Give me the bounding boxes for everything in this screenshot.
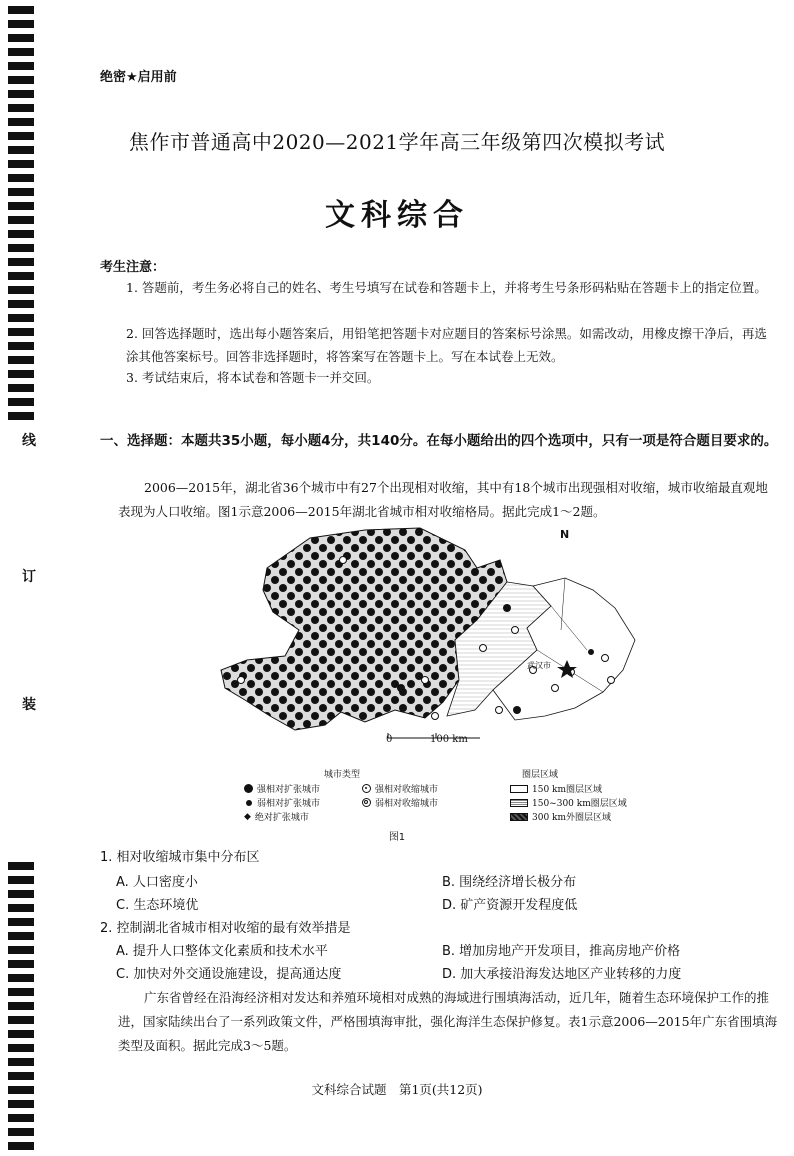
question-2-option-d: D. 加大承接沿海发达地区产业转移的力度 <box>442 967 682 982</box>
ring-150-300-swatch <box>510 799 528 807</box>
binding-bar <box>8 160 34 168</box>
city-marker <box>496 707 503 714</box>
binding-bar <box>8 384 34 392</box>
diamond-icon: ◆ <box>244 811 251 822</box>
passage-guangdong: 广东省曾经在沿海经济相对发达和养殖环境相对成熟的海域进行围填海活动，近几年，随着生态环境保护工作的推进，国家陆续出台了一系列政策文件，严格围填海审批，强化海洋生态保护修复。表1示意2006—2015年广东省围填海类型及面积。据此完成3～5题。 <box>118 990 778 1053</box>
binding-bar <box>8 1072 34 1080</box>
binding-bar <box>8 1142 34 1150</box>
city-marker <box>588 649 594 655</box>
city-marker <box>238 677 245 684</box>
binding-bar <box>8 342 34 350</box>
legend-item-strong-shrink: 强相对收缩城市 <box>362 782 438 795</box>
binding-bar <box>8 1030 34 1038</box>
binding-mark-bind: 订 <box>22 569 36 585</box>
binding-bar <box>8 174 34 182</box>
question-1-option-a: A. 人口密度小 <box>116 875 198 890</box>
binding-bar <box>8 370 34 378</box>
page-footer: 文科综合试题 第1页(共12页) <box>311 1082 483 1097</box>
binding-mark-line: 线 <box>22 433 36 449</box>
ring-150-swatch <box>510 785 528 793</box>
city-marker <box>397 684 405 692</box>
city-marker <box>513 706 521 714</box>
city-marker <box>422 677 429 684</box>
city-marker <box>432 713 439 720</box>
city-marker <box>512 627 519 634</box>
legend-item-ring-300: 300 km外圈层区域 <box>510 810 611 823</box>
binding-bar <box>8 244 34 252</box>
scale-zero-label: 0 <box>386 734 393 745</box>
binding-bar <box>8 34 34 42</box>
binding-mark-install: 装 <box>22 697 36 713</box>
passage-hubei: 2006—2015年，湖北省36个城市中有27个出现相对收缩，其中有18个城市出现强相对收缩，城市收缩最直观地表现为人口收缩。图1示意2006—2015年湖北省城市相对收缩格局。据此完成1～2题。 <box>118 480 768 519</box>
subject-title: 文科综合 <box>325 198 469 233</box>
legend-item-weak-shrink: 弱相对收缩城市 <box>362 796 438 809</box>
legend-item-absolute-expand: ◆ 绝对扩张城市 <box>244 811 309 823</box>
scale-distance-label: 100 km <box>430 734 468 745</box>
binding-bar <box>8 862 34 870</box>
question-2-option-c: C. 加快对外交通设施建设，提高通达度 <box>116 967 342 982</box>
binding-bar <box>8 286 34 294</box>
binding-bar <box>8 946 34 954</box>
notice-item-1: 1. 答题前，考生务必将自己的姓名、考生号填写在试卷和答题卡上，并将考生号条形码粘贴在答题卡上的指定位置。 <box>126 280 767 295</box>
binding-bar <box>8 104 34 112</box>
exam-title: 焦作市普通高中2020—2021学年高三年级第四次模拟考试 <box>128 130 666 154</box>
notice-item-3: 3. 考试结束后，将本试卷和答题卡一并交回。 <box>126 370 380 385</box>
city-marker <box>608 677 615 684</box>
legend-item-ring-150-300: 150~300 km圈层区域 <box>510 796 627 809</box>
question-2-stem: 2. 控制湖北省城市相对收缩的最有效举措是 <box>100 921 351 936</box>
confidential-label: 绝密★启用前 <box>100 70 177 85</box>
binding-bar <box>8 76 34 84</box>
binding-bar <box>8 356 34 364</box>
notice-heading: 考生注意： <box>100 260 166 275</box>
ring-300-swatch <box>510 813 528 821</box>
weak-shrink-icon <box>362 798 371 807</box>
legend-item-strong-expand: 强相对扩张城市 <box>244 782 320 795</box>
binding-bar <box>8 398 34 406</box>
binding-bar <box>8 6 34 14</box>
binding-bar <box>8 1058 34 1066</box>
city-marker <box>503 604 511 612</box>
city-marker <box>552 685 559 692</box>
binding-bar <box>8 48 34 56</box>
binding-bar <box>8 258 34 266</box>
binding-bar <box>8 314 34 322</box>
notice-item-2: 2. 回答选择题时，选出每小题答案后，用铅笔把答题卡对应题目的答案标号涂黑。如需改动，用橡皮擦干净后，再选涂其他答案标号。回答非选择题时，将答案写在答题卡上。写在本试卷上无效。 <box>126 326 767 364</box>
weak-expand-icon <box>246 800 252 806</box>
legend-item-weak-expand: 弱相对扩张城市 <box>244 796 320 809</box>
wuhan-label: 武汉市 <box>527 661 551 670</box>
figure-caption: 图1 <box>388 832 406 843</box>
binding-bar <box>8 974 34 982</box>
binding-bar <box>8 988 34 996</box>
question-1-option-d: D. 矿产资源开发程度低 <box>442 898 578 913</box>
binding-bar <box>8 960 34 968</box>
binding-bar <box>8 272 34 280</box>
legend-ring-title: 圈层区域 <box>522 770 559 780</box>
strong-expand-icon <box>244 784 253 793</box>
binding-bar <box>8 90 34 98</box>
binding-bar <box>8 876 34 884</box>
question-1-option-c: C. 生态环境优 <box>116 898 199 913</box>
binding-bar <box>8 1002 34 1010</box>
legend-item-ring-150: 150 km圈层区域 <box>510 782 602 795</box>
hubei-city-map <box>215 520 645 750</box>
question-2-option-b: B. 增加房地产开发项目，推高房地产价格 <box>442 944 681 959</box>
binding-bar <box>8 932 34 940</box>
question-1-option-b: B. 围绕经济增长极分布 <box>442 875 577 890</box>
binding-bar <box>8 1128 34 1136</box>
binding-bar <box>8 412 34 420</box>
binding-bar <box>8 1100 34 1108</box>
binding-bar <box>8 328 34 336</box>
binding-bar <box>8 118 34 126</box>
binding-bar <box>8 62 34 70</box>
binding-bar <box>8 904 34 912</box>
section-heading: 一、选择题：本题共35小题，每小题4分，共140分。在每小题给出的四个选项中，只有一项是符合题目要求的。 <box>100 433 778 449</box>
question-1-stem: 1. 相对收缩城市集中分布区 <box>100 850 260 865</box>
city-marker <box>340 557 347 564</box>
city-marker <box>602 655 609 662</box>
strong-shrink-icon <box>362 784 371 793</box>
binding-bar <box>8 890 34 898</box>
city-marker <box>480 645 487 652</box>
binding-bar <box>8 20 34 28</box>
north-arrow-icon: N <box>560 528 570 541</box>
binding-bar <box>8 300 34 308</box>
binding-bar <box>8 1044 34 1052</box>
question-2-option-a: A. 提升人口整体文化素质和技术水平 <box>116 944 328 959</box>
binding-bar <box>8 918 34 926</box>
binding-bar <box>8 1114 34 1122</box>
legend-city-title: 城市类型 <box>324 770 361 780</box>
binding-bar <box>8 1016 34 1024</box>
